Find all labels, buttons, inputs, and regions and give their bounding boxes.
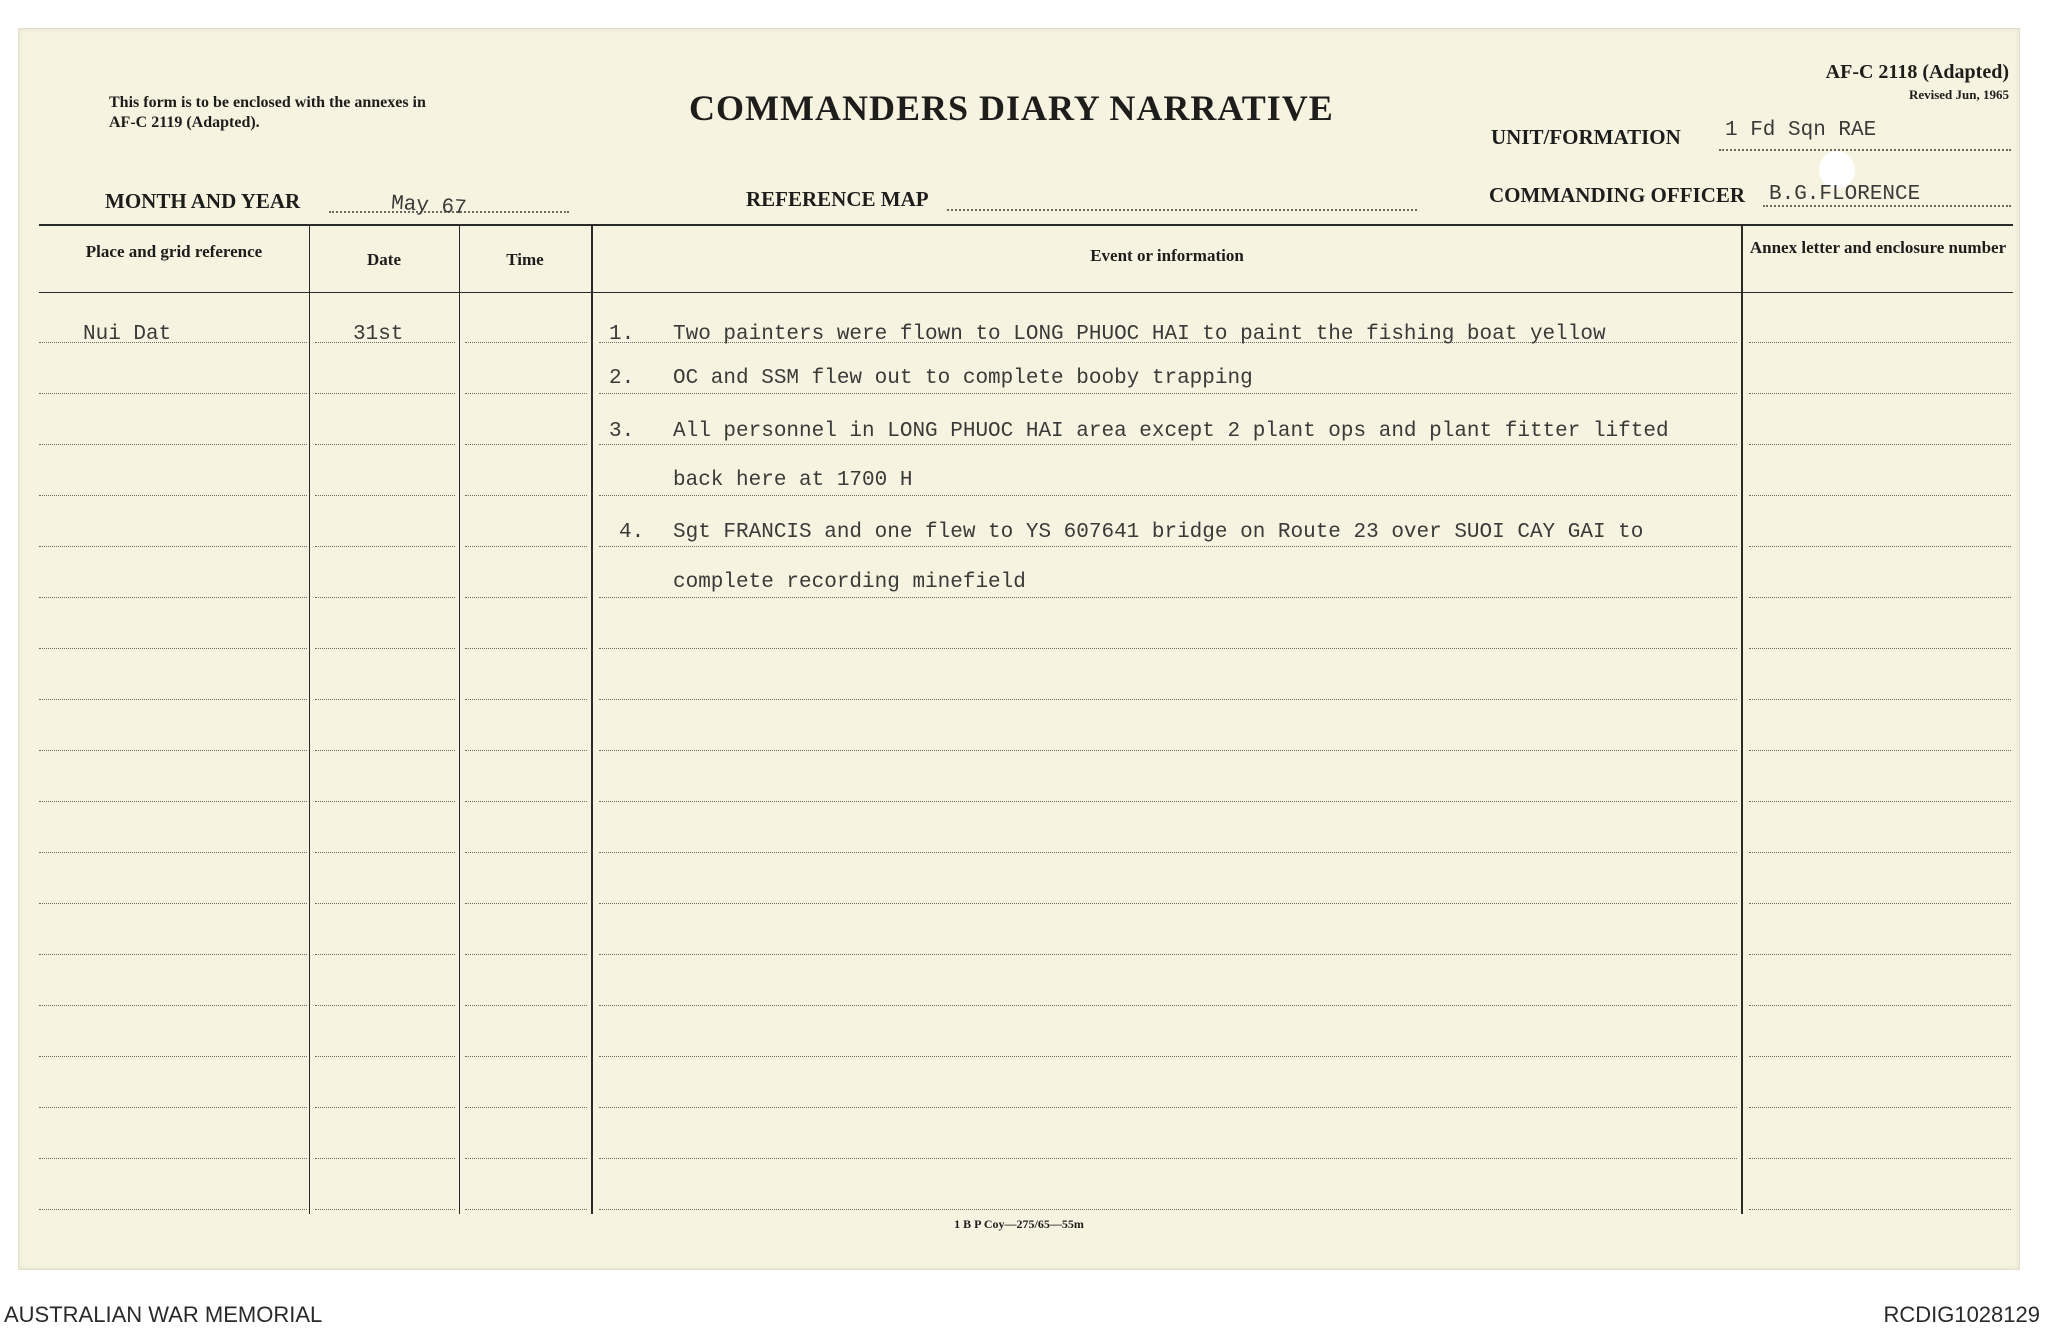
entry-place: Nui Dat xyxy=(83,323,172,346)
ruled-line xyxy=(315,801,455,802)
ruled-line xyxy=(599,597,1737,598)
footer-source: AUSTRALIAN WAR MEMORIAL xyxy=(4,1302,323,1327)
printer-line: 1 B P Coy—275/65—55m xyxy=(954,1217,1084,1231)
ruled-line xyxy=(599,852,1737,853)
ruled-line xyxy=(599,1005,1737,1006)
ruled-line xyxy=(39,852,307,853)
ruled-line xyxy=(465,699,587,700)
ruled-line xyxy=(599,699,1737,700)
commanding-officer-value: B.G.FLORENCE xyxy=(1769,183,1921,206)
ruled-line xyxy=(599,903,1737,904)
ruled-line xyxy=(39,597,307,598)
entry-text: Sgt FRANCIS and one flew to YS 607641 bridge on Route 23 over SUOI CAY GAI to xyxy=(673,521,1644,544)
ruled-line xyxy=(315,495,455,496)
ruled-line xyxy=(315,546,455,547)
ruled-line xyxy=(39,444,307,445)
ruled-line xyxy=(39,954,307,955)
month-year-value: May 67 xyxy=(390,192,468,221)
ruled-line xyxy=(39,1158,307,1159)
column-divider xyxy=(459,224,460,1214)
entry-number: 1. xyxy=(609,323,635,346)
ruled-line xyxy=(1749,648,2011,649)
column-header-date: Date xyxy=(367,250,401,269)
entry-text: back here at 1700 H xyxy=(673,469,913,492)
column-header-annex: Annex letter and enclosure number xyxy=(1749,238,2007,257)
ruled-line xyxy=(39,495,307,496)
ruled-line xyxy=(599,750,1737,751)
entry-number: 4. xyxy=(619,521,645,544)
ruled-line xyxy=(465,597,587,598)
entry-number: 2. xyxy=(609,367,635,390)
reference-map-label: REFERENCE MAP xyxy=(746,187,929,211)
ruled-line xyxy=(39,699,307,700)
ruled-line xyxy=(599,954,1737,955)
ruled-line xyxy=(1749,1158,2011,1159)
ruled-line xyxy=(465,342,587,343)
form-title: COMMANDERS DIARY NARRATIVE xyxy=(689,88,1334,128)
ruled-line xyxy=(315,393,455,394)
ruled-line xyxy=(315,699,455,700)
ruled-line xyxy=(1749,393,2011,394)
commanding-officer-label: COMMANDING OFFICER xyxy=(1489,183,1746,207)
ruled-line xyxy=(1749,342,2011,343)
ruled-line xyxy=(599,1158,1737,1159)
ruled-line xyxy=(465,444,587,445)
ruled-line xyxy=(1749,444,2011,445)
unit-formation-label: UNIT/FORMATION xyxy=(1491,125,1681,149)
month-year-label: MONTH AND YEAR xyxy=(105,189,301,213)
ruled-line xyxy=(39,750,307,751)
ruled-line xyxy=(315,1158,455,1159)
ruled-line xyxy=(465,852,587,853)
ruled-line xyxy=(465,903,587,904)
ruled-line xyxy=(599,393,1737,394)
entry-text: complete recording minefield xyxy=(673,571,1026,594)
entry-text: Two painters were flown to LONG PHUOC HAI to paint the fishing boat yellow xyxy=(673,323,1606,346)
column-header-event: Event or information xyxy=(1090,246,1244,265)
ruled-line xyxy=(599,444,1737,445)
ruled-line xyxy=(315,648,455,649)
reference-map-line xyxy=(947,209,1417,211)
ruled-line xyxy=(39,1209,307,1210)
ruled-line xyxy=(465,393,587,394)
ruled-line xyxy=(599,1209,1737,1210)
ruled-line xyxy=(315,1209,455,1210)
column-header-time: Time xyxy=(506,250,544,269)
ruled-line xyxy=(315,852,455,853)
unit-formation-line xyxy=(1719,149,2011,151)
form-number: AF-C 2118 (Adapted) xyxy=(1825,61,2009,83)
ruled-line xyxy=(465,495,587,496)
ruled-line xyxy=(599,1056,1737,1057)
table-top-rule xyxy=(39,224,2013,226)
ruled-line xyxy=(599,546,1737,547)
ruled-line xyxy=(465,801,587,802)
ruled-line xyxy=(1749,1107,2011,1108)
ruled-line xyxy=(465,1056,587,1057)
ruled-line xyxy=(465,1209,587,1210)
entry-number: 3. xyxy=(609,420,635,443)
column-divider xyxy=(309,224,310,1214)
ruled-line xyxy=(315,1056,455,1057)
ruled-line xyxy=(315,1005,455,1006)
column-header-place: Place and grid reference xyxy=(85,242,263,261)
ruled-line xyxy=(465,1158,587,1159)
ruled-line xyxy=(39,903,307,904)
ruled-line xyxy=(315,954,455,955)
ruled-line xyxy=(39,393,307,394)
unit-formation-value: 1 Fd Sqn RAE xyxy=(1725,119,1877,142)
ruled-line xyxy=(1749,1209,2011,1210)
ruled-line xyxy=(465,648,587,649)
ruled-line xyxy=(599,648,1737,649)
enclosure-note: This form is to be enclosed with the annexes in AF-C 2119 (Adapted). xyxy=(109,94,426,131)
ruled-line xyxy=(1749,801,2011,802)
ruled-line xyxy=(39,1056,307,1057)
ruled-line xyxy=(465,750,587,751)
ruled-line xyxy=(465,1005,587,1006)
footer-id: RCDIG1028129 xyxy=(1883,1302,2040,1327)
ruled-line xyxy=(315,1107,455,1108)
entry-text: OC and SSM flew out to complete booby trapping xyxy=(673,367,1253,390)
ruled-line xyxy=(599,1107,1737,1108)
ruled-line xyxy=(315,597,455,598)
ruled-line xyxy=(315,903,455,904)
ruled-line xyxy=(1749,903,2011,904)
entry-date: 31st xyxy=(353,323,404,346)
diary-form-sheet xyxy=(18,28,2020,1270)
ruled-line xyxy=(1749,852,2011,853)
ruled-line xyxy=(465,954,587,955)
ruled-line xyxy=(1749,750,2011,751)
revised-date: Revised Jun, 1965 xyxy=(1908,87,2009,102)
ruled-line xyxy=(39,546,307,547)
entry-text: All personnel in LONG PHUOC HAI area except 2 plant ops and plant fitter lifted xyxy=(673,420,1669,443)
ruled-line xyxy=(39,342,307,343)
ruled-line xyxy=(599,495,1737,496)
ruled-line xyxy=(465,1107,587,1108)
ruled-line xyxy=(39,1005,307,1006)
ruled-line xyxy=(39,801,307,802)
ruled-line xyxy=(1749,1056,2011,1057)
ruled-line xyxy=(599,801,1737,802)
ruled-line xyxy=(1749,495,2011,496)
column-divider xyxy=(1741,224,1743,1214)
header-bottom-rule xyxy=(39,292,2013,293)
ruled-line xyxy=(1749,597,2011,598)
ruled-line xyxy=(1749,546,2011,547)
ruled-line xyxy=(315,444,455,445)
ruled-line xyxy=(1749,954,2011,955)
ruled-line xyxy=(39,648,307,649)
ruled-line xyxy=(1749,1005,2011,1006)
ruled-line xyxy=(39,1107,307,1108)
ruled-line xyxy=(465,546,587,547)
column-divider xyxy=(591,224,593,1214)
ruled-line xyxy=(1749,699,2011,700)
ruled-line xyxy=(315,750,455,751)
